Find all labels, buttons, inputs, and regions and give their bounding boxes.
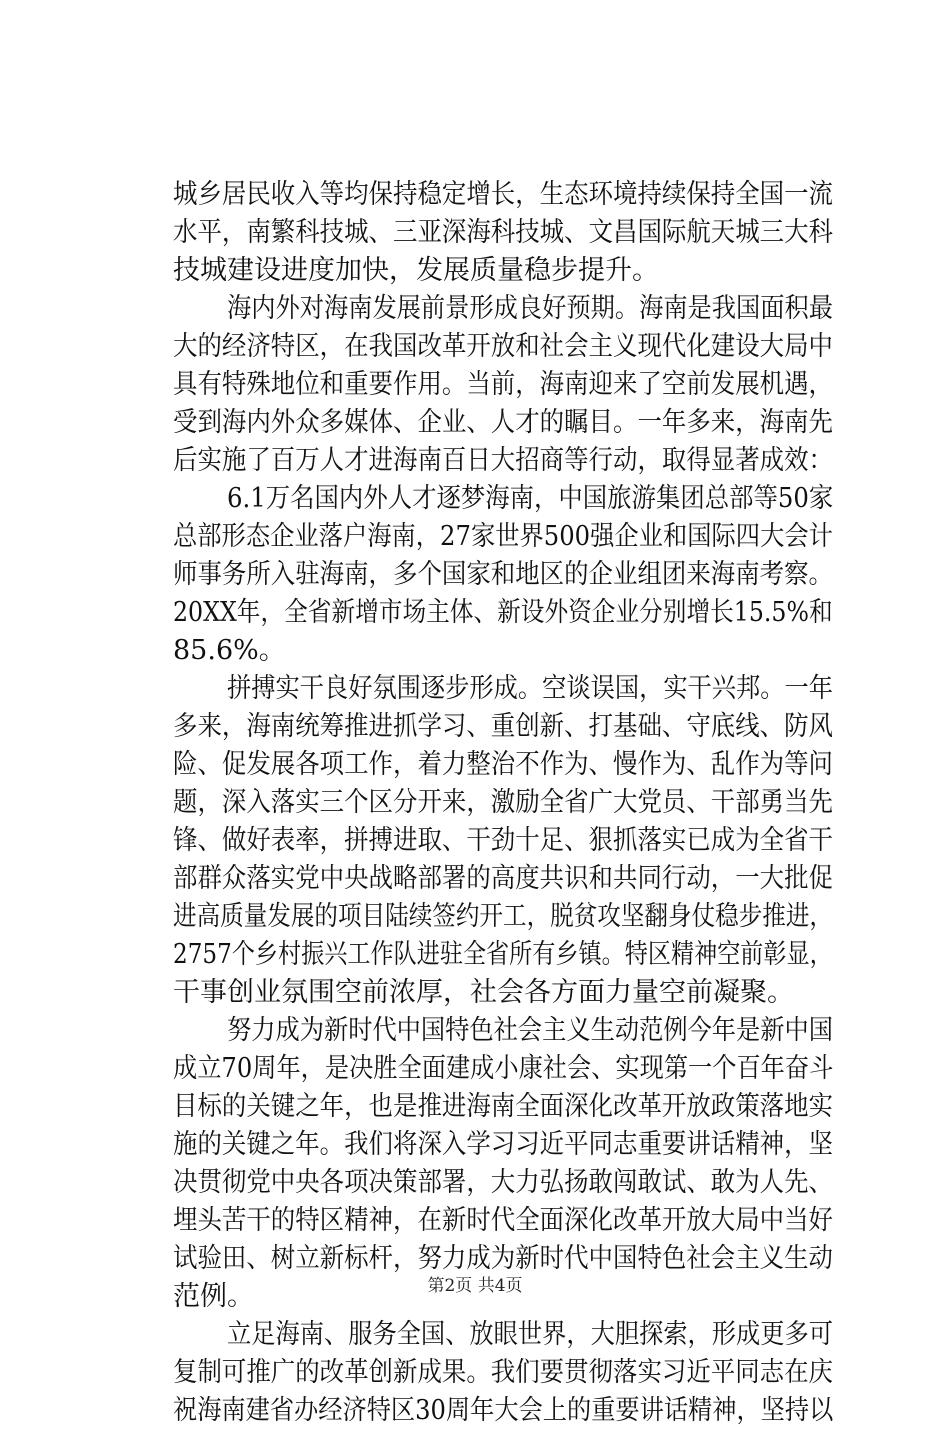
text-line: 成立70周年，是决胜全面建成小康社会、实现第一个百年奋斗 (173, 1053, 834, 1084)
text-line: 技城建设进度加快，发展质量稳步提升。 (173, 255, 659, 286)
text-line: 受到海内外众多媒体、企业、人才的瞩目。一年多来，海南先 (173, 407, 833, 438)
text-line: 进高质量发展的项目陆续签约开工，脱贫攻坚翻身仗稳步推进， (173, 901, 833, 932)
text-line: 险、促发展各项工作，着力整治不作为、慢作为、乱作为等问 (173, 749, 833, 780)
page-number-footer: 第2页 共4页 (427, 1276, 523, 1296)
text-line: 具有特殊地位和重要作用。当前，海南迎来了空前发展机遇， (173, 369, 833, 400)
text-line: 决贯彻党中央各项决策部署，大力弘扬敢闯敢试、敢为人先、 (173, 1167, 833, 1198)
text-line: 总部形态企业落户海南，27家世界500强企业和国际四大会计 (173, 521, 833, 552)
text-line: 85.6%。 (173, 635, 286, 666)
paragraph-start-line: 拼搏实干良好氛围逐步形成。空谈误国，实干兴邦。一年 (227, 673, 833, 704)
text-line: 水平，南繁科技城、三亚深海科技城、文昌国际航天城三大科 (173, 217, 833, 248)
text-line: 埋头苦干的特区精神，在新时代全面深化改革开放大局中当好 (173, 1205, 833, 1236)
paragraph-start-line: 立足海南、服务全国、放眼世界，大胆探索，形成更多可 (227, 1319, 833, 1350)
text-line: 干事创业氛围空前浓厚，社会各方面力量空前凝聚。 (173, 977, 794, 1008)
text-line: 题，深入落实三个区分开来，激励全省广大党员、干部勇当先 (173, 787, 833, 818)
paragraph-start-line: 海内外对海南发展前景形成良好预期。海南是我国面积最 (227, 293, 833, 324)
text-line: 多来，海南统筹推进抓学习、重创新、打基础、守底线、防风 (173, 711, 833, 742)
text-line: 范例。 (173, 1281, 254, 1312)
text-line: 祝海南建省办经济特区30周年大会上的重要讲话精神，坚持以 (173, 1395, 834, 1426)
text-line: 锋、做好表率，拼搏进取、干劲十足、狠抓落实已成为全省干 (173, 825, 833, 856)
text-line: 施的关键之年。我们将深入学习习近平同志重要讲话精神，坚 (173, 1129, 833, 1160)
paragraph-start-line: 努力成为新时代中国特色社会主义生动范例今年是新中国 (227, 1015, 833, 1046)
text-line: 后实施了百万人才进海南百日大招商等行动，取得显著成效： (173, 445, 833, 476)
text-line: 大的经济特区，在我国改革开放和社会主义现代化建设大局中 (173, 331, 833, 362)
text-line: 2757个乡村振兴工作队进驻全省所有乡镇。特区精神空前彰显， (173, 939, 833, 970)
paragraph-start-line: 6.1万名国内外人才逐梦海南，中国旅游集团总部等50家 (227, 483, 834, 514)
text-line: 目标的关键之年，也是推进海南全面深化改革开放政策落地实 (173, 1091, 833, 1122)
text-line: 城乡居民收入等均保持稳定增长，生态环境持续保持全国一流 (173, 179, 833, 210)
text-line: 师事务所入驻海南，多个国家和地区的企业组团来海南考察。 (173, 559, 833, 590)
text-line: 试验田、树立新标杆，努力成为新时代中国特色社会主义生动 (173, 1243, 833, 1274)
text-line: 20XX年，全省新增市场主体、新设外资企业分别增长15.5%和 (173, 597, 833, 628)
text-line: 复制可推广的改革创新成果。我们要贯彻落实习近平同志在庆 (173, 1357, 833, 1388)
text-line: 部群众落实党中央战略部署的高度共识和共同行动，一大批促 (173, 863, 833, 894)
